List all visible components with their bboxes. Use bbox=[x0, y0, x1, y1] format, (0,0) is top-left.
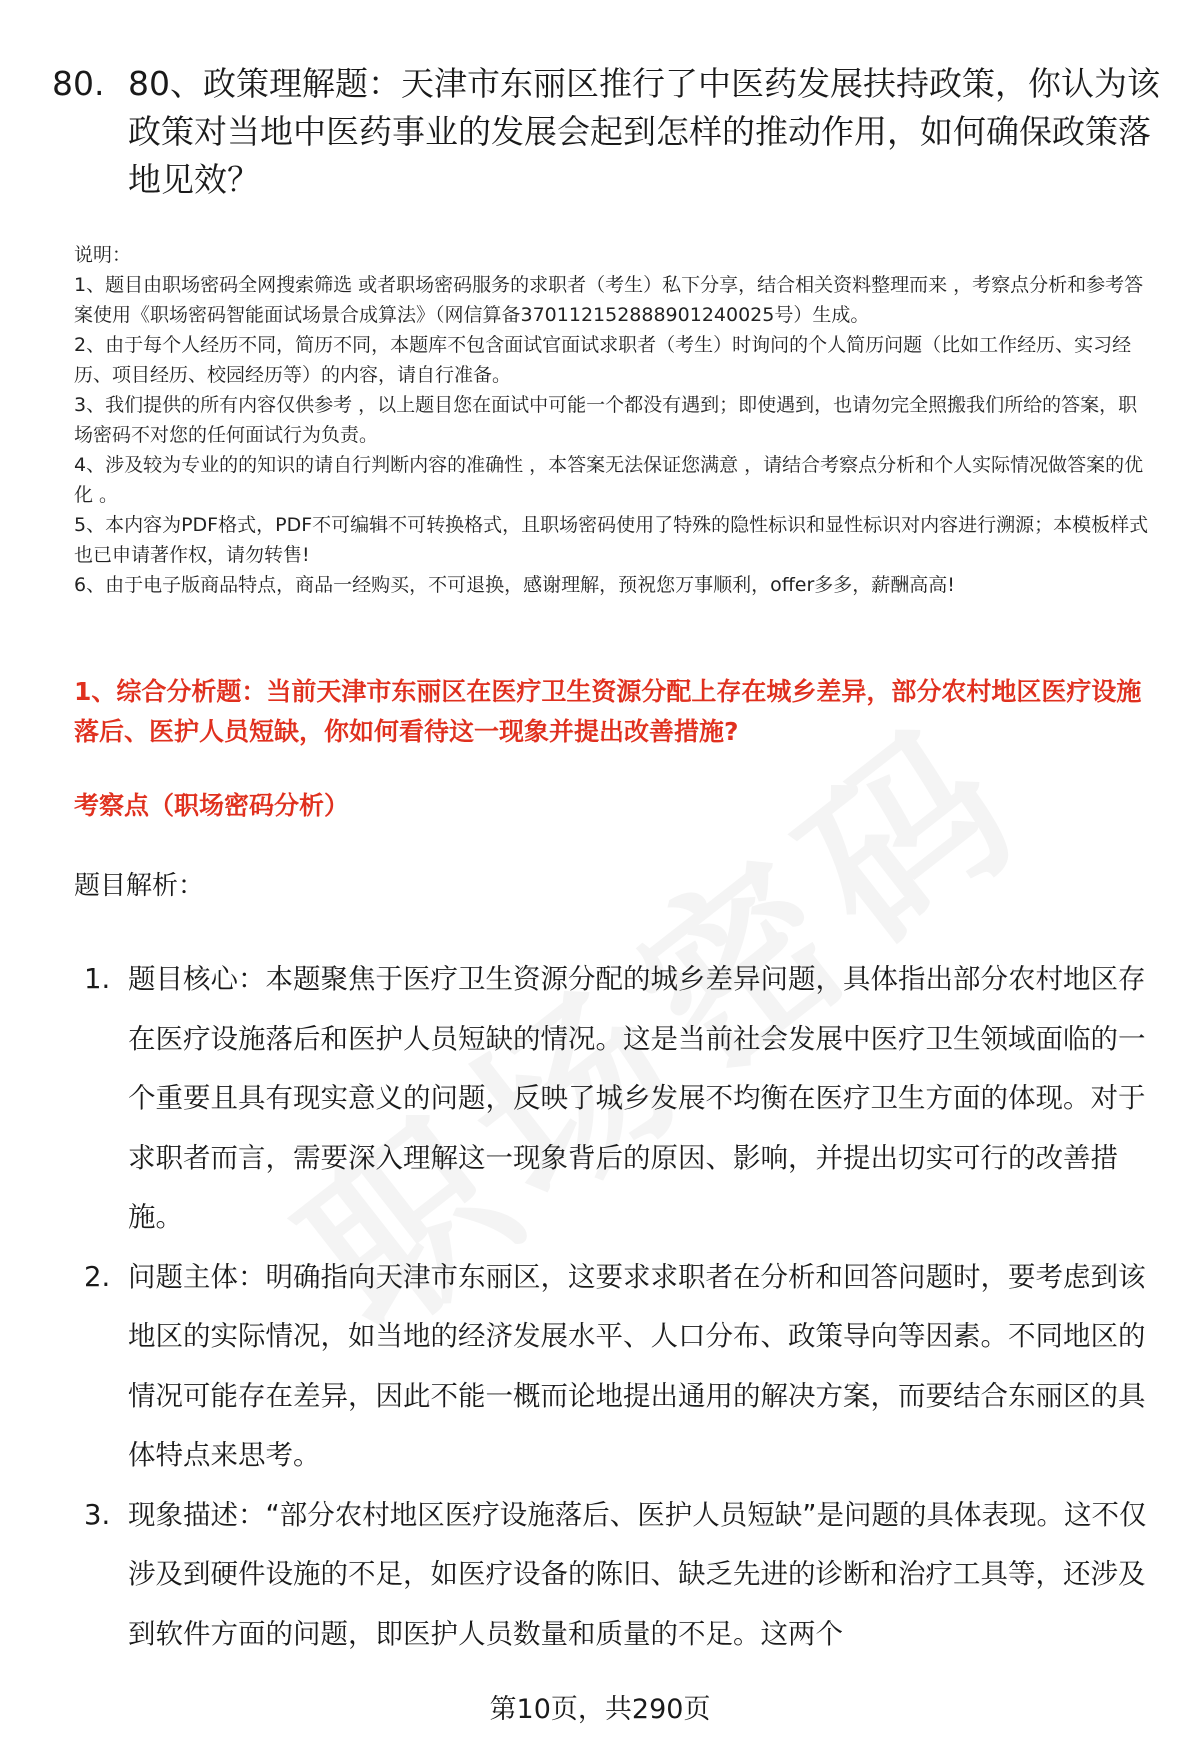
note-item: 5、本内容为PDF格式，PDF不可编辑不可转换格式，且职场密码使用了特殊的隐性标识和显性标识对内容进行溯源；本模板样式也已申请著作权，请勿转售! bbox=[74, 514, 1149, 566]
note-item: 2、由于每个人经历不同，简历不同，本题库不包含面试官面试求职者（考生）时询问的个人简历问题（比如工作经历、实习经历、项目经历、校园经历等）的内容，请自行准备。 bbox=[74, 334, 1132, 386]
list-item bbox=[84, 1248, 1164, 1486]
notes-block bbox=[74, 240, 1156, 600]
list-item-text: 现象描述：“部分农村地区医疗设施落后、医护人员短缺”是问题的具体表现。这不仅涉及到硬件设施的不足，如医疗设备的陈旧、缺乏先进的诊断和治疗工具等，还涉及到软件方面的问题，即医护人员数量和质量的不足。这两个 bbox=[128, 1498, 1147, 1650]
note-item: 6、由于电子版商品特点，商品一经购买，不可退换，感谢理解，预祝您万事顺利，offer多多，薪酬高高! bbox=[74, 574, 955, 596]
list-item-text: 题目核心：本题聚焦于医疗卫生资源分配的城乡差异问题，具体指出部分农村地区存在医疗设施落后和医护人员短缺的情况。这是当前社会发展中医疗卫生领域面临的一个重要且具有现实意义的问题，反映了城乡发展不均衡在医疗卫生方面的体现。对于求职者而言，需要深入理解这一现象背后的原因、影响，并提出切实可行的改善措施。 bbox=[128, 963, 1146, 1233]
sub-question-heading: 1、综合分析题：当前天津市东丽区在医疗卫生资源分配上存在城乡差异，部分农村地区医疗设施落后、医护人员短缺，你如何看待这一现象并提出改善措施? bbox=[74, 677, 1142, 746]
notes-title: 说明： bbox=[74, 244, 132, 266]
note-item: 4、涉及较为专业的的知识的请自行判断内容的准确性 ，本答案无法保证您满意 ，请结合考察点分析和个人实际情况做答案的优化 。 bbox=[74, 454, 1144, 506]
page-footer: 第10页，共290页 bbox=[489, 1694, 711, 1725]
question-number: 80. bbox=[52, 64, 105, 103]
list-item-number: 2. bbox=[84, 1260, 111, 1293]
analysis-points bbox=[84, 950, 1164, 1664]
note-item: 3、我们提供的所有内容仅供参考 ，以上题目您在面试中可能一个都没有遇到；即使遇到，也请勿完全照搬我们所给的答案，职场密码不对您的任何面试行为负责。 bbox=[74, 394, 1138, 446]
list-item bbox=[84, 1486, 1164, 1665]
list-item bbox=[84, 950, 1164, 1248]
question-title bbox=[52, 60, 1162, 204]
analysis-label: 题目解析： bbox=[74, 871, 205, 901]
list-item-number: 1. bbox=[84, 963, 111, 995]
note-item: 1、题目由职场密码全网搜索筛选 或者职场密码服务的求职者（考生）私下分享，结合相关资料整理而来 ，考察点分析和参考答案使用《职场密码智能面试场景合成算法》（网信算备370112152888901240025号）生成。 bbox=[74, 274, 1144, 326]
question-text: 80、政策理解题：天津市东丽区推行了中医药发展扶持政策，你认为该政策对当地中医药事业的发展会起到怎样的推动作用，如何确保政策落地见效？ bbox=[128, 64, 1160, 199]
list-item-text: 问题主体：明确指向天津市东丽区，这要求求职者在分析和回答问题时，要考虑到该地区的实际情况，如当地的经济发展水平、人口分布、政策导向等因素。不同地区的情况可能存在差异，因此不能一概而论地提出通用的解决方案，而要结合东丽区的具体特点来思考。 bbox=[128, 1260, 1146, 1471]
list-item-number: 3. bbox=[84, 1498, 111, 1531]
exam-point-heading: 考察点（职场密码分析） bbox=[74, 791, 350, 820]
